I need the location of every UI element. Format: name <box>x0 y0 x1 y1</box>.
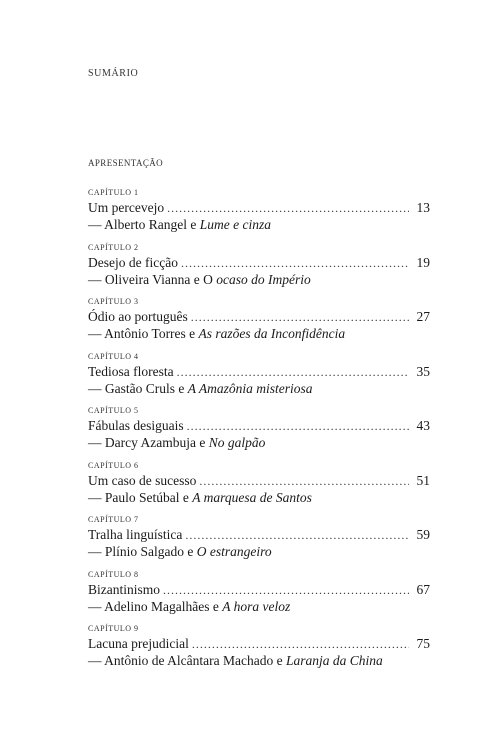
page-number: 67 <box>416 581 430 597</box>
page-number: 27 <box>416 309 430 324</box>
toc-chapter-8 <box>88 570 430 625</box>
author-name: — Gastão Cruls e <box>88 380 188 396</box>
chapter-title: Um caso de sucesso <box>88 472 197 488</box>
dot-leader <box>191 309 409 325</box>
chapter-number-label: CAPÍTULO 3 <box>88 297 139 306</box>
toc-chapter-9 <box>88 624 430 679</box>
work-title: No galpão <box>208 435 266 450</box>
chapter-subtitle <box>88 490 430 506</box>
author-name: — Oliveira Vianna e <box>88 271 204 287</box>
author-name: — Darcy Azambuja e <box>88 435 209 450</box>
chapter-title: Desejo de ficção <box>88 254 178 270</box>
page-number: 13 <box>416 200 430 215</box>
page-number: 19 <box>416 254 430 270</box>
dot-leader <box>187 418 409 434</box>
chapter-number-label: CAPÍTULO 1 <box>88 188 139 197</box>
chapter-subtitle <box>88 272 430 288</box>
table-of-contents <box>88 188 430 679</box>
chapter-subtitle <box>88 599 430 615</box>
presentation-heading: APRESENTAÇÃO <box>88 158 164 168</box>
page-number: 75 <box>416 636 430 651</box>
chapter-title: Bizantinismo <box>88 581 160 597</box>
toc-chapter-2 <box>88 243 430 298</box>
chapter-title: Ódio ao português <box>88 309 188 324</box>
page-number: 35 <box>416 363 430 379</box>
author-name: — Antônio Torres e <box>88 326 199 341</box>
chapter-title: Lacuna prejudicial <box>88 636 189 651</box>
chapter-number-label: CAPÍTULO 8 <box>88 569 139 579</box>
toc-chapter-3 <box>88 297 430 352</box>
chapter-number-label: CAPÍTULO 2 <box>88 242 139 252</box>
work-title: A hora veloz <box>222 598 291 614</box>
work-title: Lume e cinza <box>199 217 271 232</box>
author-name: — Adelino Magalhães e <box>88 598 223 614</box>
dot-leader <box>167 200 409 216</box>
chapter-number-label: CAPÍTULO 5 <box>88 406 139 415</box>
author-name: — Plínio Salgado e <box>88 544 197 559</box>
toc-chapter-4 <box>88 352 430 407</box>
page-number: 51 <box>416 472 430 488</box>
toc-chapter-5 <box>88 406 430 461</box>
chapter-title: Fábulas desiguais <box>88 418 184 433</box>
dot-leader <box>185 527 409 543</box>
work-title: O estrangeiro <box>196 544 272 559</box>
dot-leader <box>199 473 409 489</box>
work-title: A marquesa de Santos <box>192 489 312 505</box>
chapter-title: Tediosa floresta <box>88 363 174 379</box>
chapter-subtitle <box>88 435 430 451</box>
author-name: — Antônio de Alcântara Machado e <box>88 653 286 668</box>
toc-chapter-6 <box>88 461 430 516</box>
toc-chapter-7 <box>88 515 430 570</box>
chapter-title: Tralha linguística <box>88 527 183 542</box>
chapter-number-label: CAPÍTULO 7 <box>88 515 139 524</box>
toc-chapter-1 <box>88 188 430 243</box>
page-title: SUMÁRIO <box>88 68 139 79</box>
chapter-subtitle <box>88 217 430 233</box>
chapter-title: Um percevejo <box>88 200 165 215</box>
dot-leader <box>181 255 409 271</box>
work-prefix: O <box>203 271 217 287</box>
author-name: — Alberto Rangel e <box>88 217 200 232</box>
page-number: 59 <box>416 527 430 542</box>
chapter-subtitle <box>88 381 430 397</box>
work-title: As razões da Inconfidência <box>198 326 346 341</box>
chapter-number-label: CAPÍTULO 9 <box>88 624 139 633</box>
dot-leader <box>177 364 409 380</box>
chapter-subtitle <box>88 326 430 342</box>
dot-leader <box>192 636 409 652</box>
work-title: Laranja da China <box>285 653 383 668</box>
chapter-subtitle <box>88 544 430 560</box>
author-name: — Paulo Setúbal e <box>88 489 193 505</box>
chapter-number-label: CAPÍTULO 6 <box>88 460 139 470</box>
chapter-subtitle <box>88 653 430 669</box>
work-title: A Amazônia misteriosa <box>187 380 313 396</box>
work-title: ocaso do Império <box>216 271 311 287</box>
dot-leader <box>163 582 409 598</box>
page-number: 43 <box>416 418 430 433</box>
chapter-number-label: CAPÍTULO 4 <box>88 351 139 361</box>
